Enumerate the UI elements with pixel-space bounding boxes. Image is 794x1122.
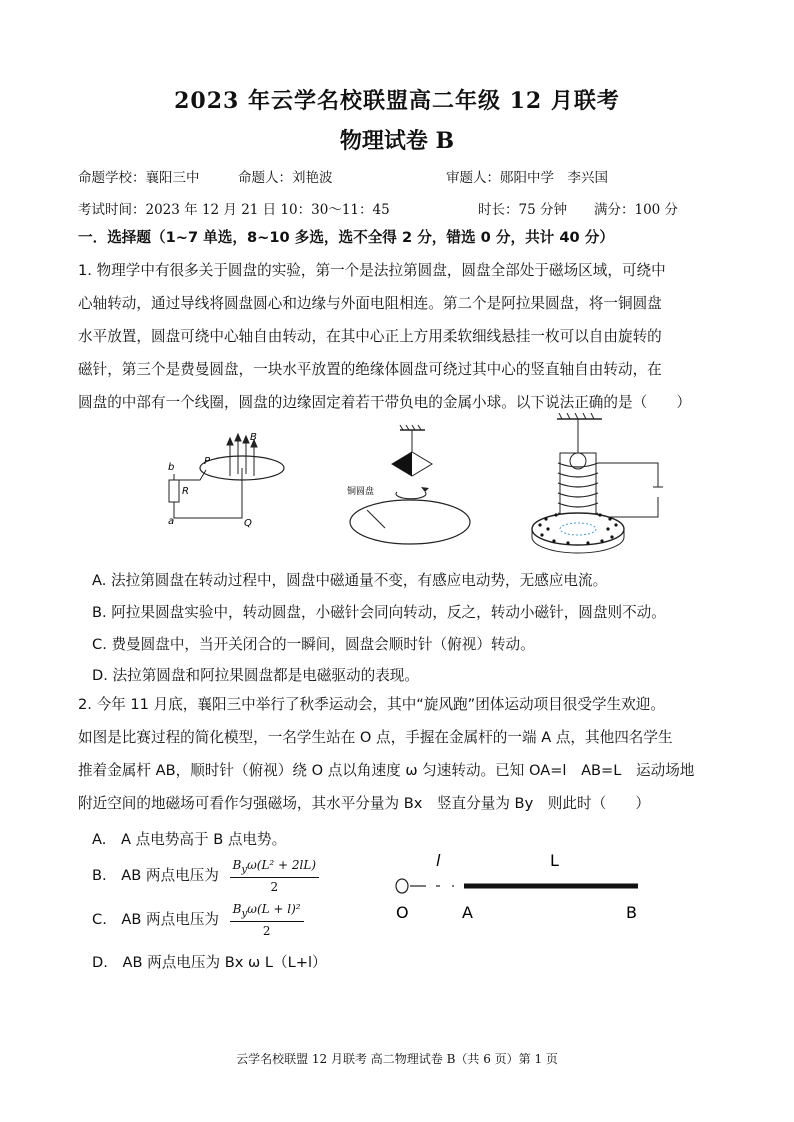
- q2-line: 2. 今年 11 月底，襄阳三中举行了秋季运动会，其中“旋风跑”团体运动项目很受学生欢迎。: [78, 696, 665, 713]
- q1-line: 心轴转动，通过导线将圆盘圆心和边缘与外面电阻相连。第二个是阿拉果圆盘，将一铜圆盘: [78, 295, 662, 312]
- label-L: L: [550, 852, 559, 870]
- exam-title: 2023 年云学名校联盟高二年级 12 月联考: [174, 88, 620, 114]
- q1-option-c[interactable]: C. 费曼圆盘中，当开关闭合的一瞬间，圆盘会顺时针（俯视）转动。: [92, 636, 535, 653]
- q1-line: 水平放置，圆盘可绕中心轴自由转动，在其中心正上方用柔软细线悬挂一枚可以自由旋转的: [78, 328, 662, 345]
- faraday-disk-figure: [160, 428, 300, 528]
- meta-author: 命题人：刘艳波: [238, 170, 333, 186]
- q1-line: 圆盘的中部有一个线圈，圆盘的边缘固定着若干带负电的金属小球。以下说法正确的是（ ）: [78, 394, 691, 411]
- section-heading: 一．选择题（1~7 单选，8~10 多选，选不全得 2 分，错选 0 分，共计 40 分）: [78, 229, 614, 246]
- q2-option-a[interactable]: A. A 点电势高于 B 点电势。: [92, 831, 287, 848]
- q1-option-b[interactable]: B. 阿拉果圆盘实验中，转动圆盘，小磁针会同向转动，反之，转动小磁针，圆盘则不动。: [92, 604, 666, 621]
- label-l: l: [436, 852, 441, 870]
- label-Q: Q: [244, 518, 252, 528]
- label-copper-disk: 铜圆盘: [347, 487, 375, 497]
- fraction-numerator: $B_y\omega(L^2 + 2lL)$: [230, 858, 320, 878]
- exam-subtitle: 物理试卷 B: [339, 128, 455, 154]
- arago-disk-figure: [345, 424, 475, 554]
- question-1-stem: [78, 254, 728, 419]
- q1-option-d[interactable]: D. 法拉第圆盘和阿拉果圆盘都是电磁驱动的表现。: [92, 667, 419, 684]
- rotating-rod-figure: [390, 852, 650, 924]
- page-footer: 云学名校联盟 12 月联考 高二物理试卷 B（共 6 页）第 1 页: [236, 1052, 558, 1066]
- q2-line: 如图是比赛过程的简化模型，一名学生站在 O 点，手握在金属杆的一端 A 点，其他四名学生: [78, 729, 673, 746]
- q2-option-c-prefix: C. AB 两点电压为: [92, 911, 220, 929]
- q1-line: 1. 物理学中有很多关于圆盘的实验，第一个是法拉第圆盘，圆盘全部处于磁场区域，可绕中: [78, 262, 666, 279]
- label-a: a: [168, 516, 175, 527]
- q2-option-c-fraction: [230, 902, 304, 938]
- q2-line: 附近空间的地磁场可看作匀强磁场，其水平分量为 Bx 竖直分量为 By 则此时（ ）: [78, 795, 650, 812]
- pivot-point-O: [396, 879, 408, 893]
- meta-score: 满分：100 分: [594, 202, 679, 218]
- fraction-numerator: $B_y\omega(L + l)^2$: [230, 902, 304, 922]
- q2-option-d[interactable]: D. AB 两点电压为 Bx ω L（L+l）: [92, 954, 327, 971]
- fraction-denominator: 2: [270, 880, 279, 895]
- q2-line: 推着金属杆 AB，顺时针（俯视）绕 O 点以角速度 ω 匀速转动。已知 OA=l AB=L 运动场地: [78, 762, 695, 779]
- meta-reviewer: 审题人：郧阳中学 李兴国: [446, 170, 608, 186]
- question-2-stem: [78, 688, 728, 820]
- q1-option-a[interactable]: A. 法拉第圆盘在转动过程中，圆盘中磁通量不变，有感应电动势，无感应电流。: [92, 572, 608, 589]
- fraction-denominator: 2: [262, 924, 271, 939]
- feynman-disk-figure: [522, 413, 672, 558]
- copper-disk: [350, 500, 470, 544]
- meta-duration: 时长：75 分钟: [478, 202, 567, 218]
- q2-option-c[interactable]: [92, 902, 304, 938]
- label-R: R: [182, 486, 189, 497]
- label-B: B: [250, 432, 257, 443]
- label-A: A: [462, 903, 473, 922]
- q2-option-b[interactable]: [92, 858, 319, 894]
- label-b: b: [168, 462, 175, 473]
- meta-time: 考试时间：2023 年 12 月 21 日 10：30～11：45: [78, 202, 390, 218]
- label-B: B: [626, 903, 637, 922]
- label-O: O: [396, 903, 409, 922]
- meta-school: 命题学校：襄阳三中: [78, 170, 200, 186]
- label-P: P: [204, 456, 211, 467]
- q1-line: 磁针，第三个是费曼圆盘，一块水平放置的绝缘体圆盘可绕过其中心的竖直轴自由转动，在: [78, 361, 662, 378]
- q2-option-b-prefix: B. AB 两点电压为: [92, 867, 219, 885]
- q2-option-b-fraction: [230, 858, 320, 894]
